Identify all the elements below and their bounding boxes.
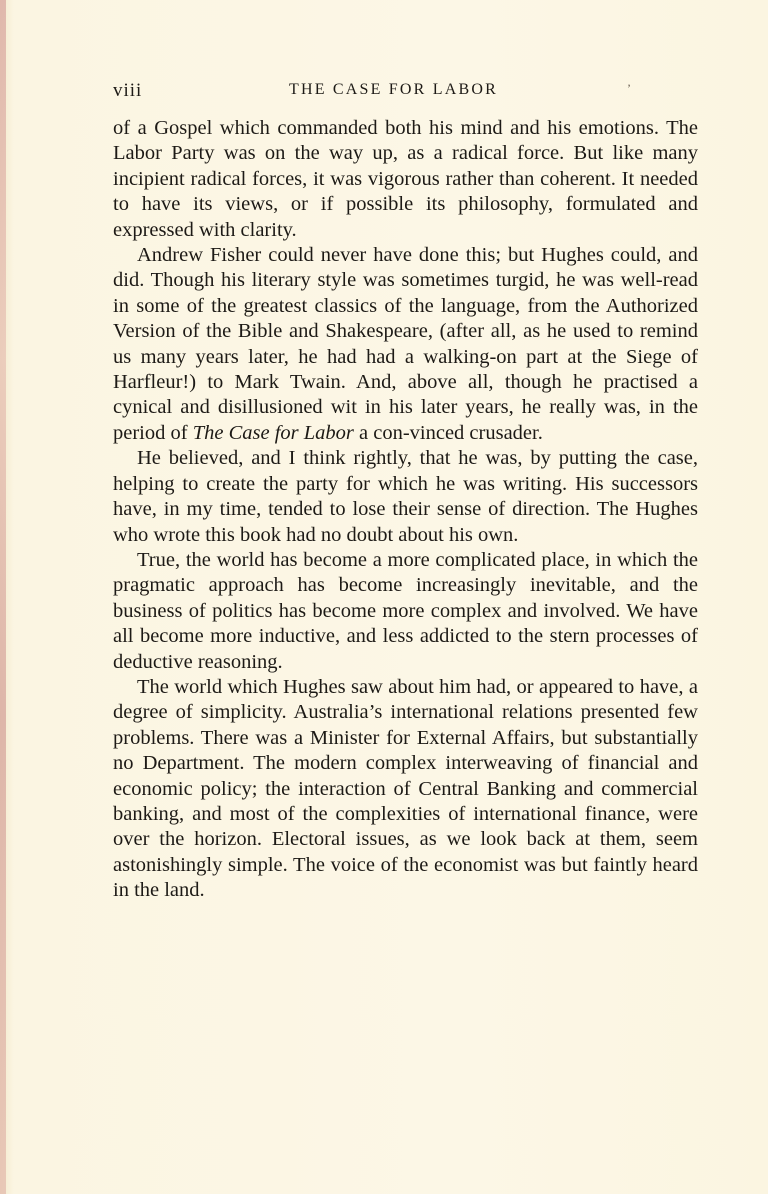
page-spine-edge [0,0,6,1194]
body-text [113,116,698,904]
paragraph-continued: of a Gospel which commanded both his mind and his emotions. The Labor Party was on the way up, as a radical force. But like many incipient radical forces, it was vigorous rather than coherent. It needed to have its views, or if possible its philosophy, formulated and expressed with clarity. [113,117,698,241]
paragraph-text: Andrew Fisher could never have done this; but Hughes could, and did. Though his literary style was sometimes turgid, he was well-read in some of the greatest classics of the language, from the Authorized Version of the Bible and Shakespeare, (after all, as he used to remind us many years later, he had had a walking-on part at the Siege of Harfleur!) to Mark Twain. And, above all, though he practised a cynical and disillusioned wit in his later years, he really was, in the period of [113,244,698,444]
paragraph-true-the-world: True, the world has become a more complicated place, in which the pragmatic approach has become increasingly inevitable, and the business of politics has become more complex and involved. We have all become more inductive, and less addicted to the stern processes of deductive reasoning. [113,548,698,673]
paragraph-andrew-fisher [113,243,698,446]
book-title-italic: The Case for Labor [192,421,354,444]
paragraph-the-world-which: The world which Hughes saw about him had, or appeared to have, a degree of simplicity. Australia’s international relations presented few problems. There was a Minister for External Affairs, but substantially no Department. The modern complex interweaving of financial and economic policy; the interaction of Central Banking and commercial banking, and most of the complexities of international finance, were over the horizon. Electoral issues, as we look back at them, seem astonishingly simple. The voice of the economist was but faintly heard in the land. [113,675,698,902]
paragraph-tail: a con-vinced crusader. [353,421,543,444]
running-head: THE CASE FOR LABOR [289,81,498,98]
page-header [113,80,698,106]
stray-mark: ’ [627,81,631,95]
page-number: viii [113,80,143,101]
paragraph-he-believed: He believed, and I think rightly, that he was, by putting the case, helping to create the party for which he was writing. His successors have, in my time, tended to lose their sense of direction. The Hughes who wrote this book had no doubt about his own. [113,447,698,546]
